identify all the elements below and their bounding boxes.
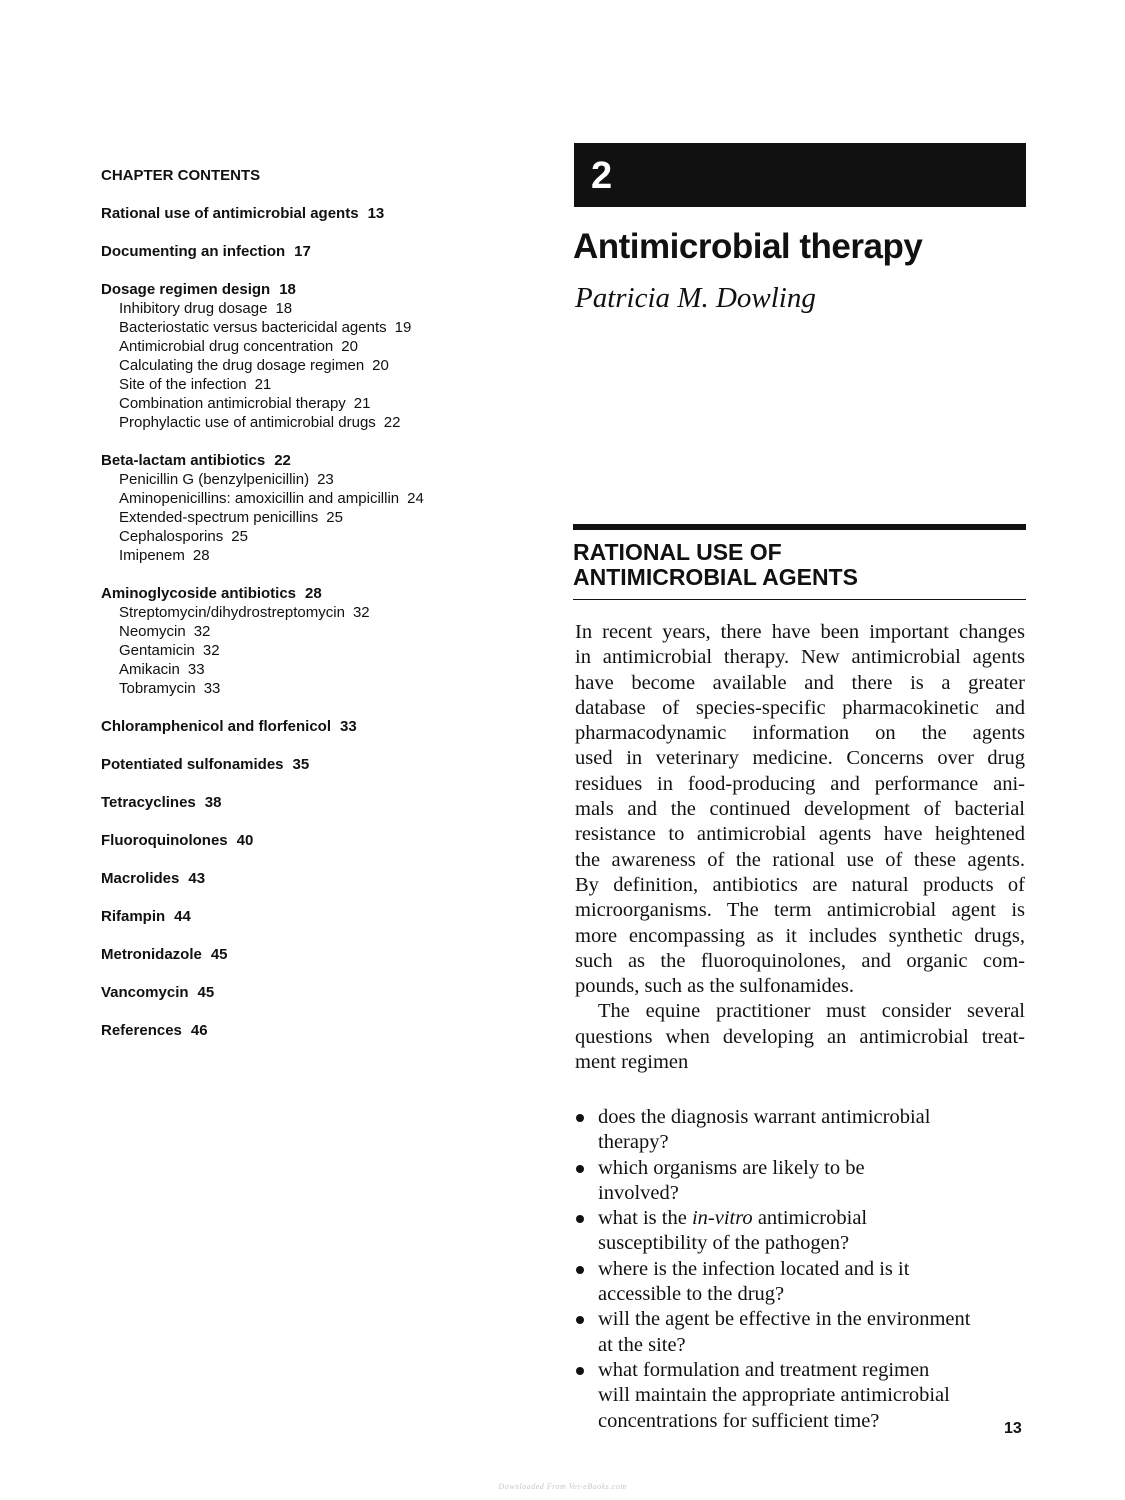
- question-line: [598, 1206, 1025, 1231]
- paragraph-line: in antimicrobial therapy. New antimicrobial agents: [575, 646, 1025, 669]
- toc-entry-page: 17: [294, 243, 311, 260]
- toc-subentry: [101, 375, 501, 394]
- bullet-icon: [576, 1215, 584, 1223]
- toc-subentry: [101, 641, 501, 660]
- question-line: at the site?: [598, 1333, 686, 1356]
- toc-subentry: [101, 337, 501, 356]
- toc-subentry-title: Cephalosporins: [119, 528, 224, 545]
- toc-entry-page: 18: [279, 281, 296, 298]
- body-text: [575, 620, 1025, 1075]
- page-number: 13: [1004, 1420, 1022, 1437]
- toc-entry-title: Chloramphenicol and florfenicol: [101, 718, 332, 735]
- toc-entry: [101, 1021, 501, 1040]
- toc-subentry-title: Neomycin: [119, 623, 186, 640]
- toc-subentry: [101, 508, 501, 527]
- question-line: what formulation and treatment regimen: [598, 1358, 930, 1381]
- toc-subentry-page: 20: [372, 357, 389, 374]
- section-rule-bottom: [573, 599, 1026, 600]
- question-text: what is the: [598, 1207, 692, 1230]
- bullet-icon: [576, 1266, 584, 1274]
- toc-entry: [101, 945, 501, 964]
- toc-subentry: [101, 622, 501, 641]
- toc-subentry: [101, 318, 501, 337]
- toc-entry-page: 22: [274, 452, 291, 469]
- toc-entry: [101, 755, 501, 774]
- section-heading-line: ANTIMICROBIAL AGENTS: [573, 564, 858, 590]
- toc-subentry-page: 19: [394, 319, 412, 336]
- toc-subentry: [101, 470, 501, 489]
- toc-subentry: [101, 603, 501, 622]
- toc-entry-title: Potentiated sulfonamides: [101, 756, 284, 773]
- question-line: does the diagnosis warrant antimicrobial: [598, 1106, 931, 1128]
- toc-entry-title: References: [101, 1022, 182, 1039]
- toc-section: [101, 1021, 501, 1040]
- toc-entry: [101, 831, 501, 850]
- bullet-icon: [576, 1165, 584, 1173]
- toc-subentry-title: Extended-spectrum penicillins: [119, 509, 319, 526]
- toc-subentry-page: 24: [407, 490, 424, 507]
- paragraph-line: microorganisms. The term antimicrobial agent is: [575, 899, 1025, 922]
- question-item: [575, 1257, 1025, 1308]
- toc-heading: CHAPTER CONTENTS: [101, 167, 261, 184]
- chapter-number-bar: [574, 143, 1026, 207]
- toc-entry-page: 45: [210, 946, 228, 963]
- toc-subentry-page: 23: [317, 471, 334, 488]
- toc-entry: [101, 983, 501, 1002]
- toc-section: [101, 755, 501, 774]
- toc-section: [101, 717, 501, 736]
- toc-entry-title: Metronidazole: [101, 946, 202, 963]
- toc-entry-page: 45: [197, 984, 215, 1001]
- paragraph-line: The equine practitioner must consider several: [598, 1000, 1025, 1023]
- paragraph-line: have become available and there is a greater: [575, 671, 1025, 694]
- paragraph-line: By definition, antibiotics are natural products of: [575, 873, 1025, 896]
- question-line: which organisms are likely to be: [598, 1156, 865, 1179]
- watermark: Downloaded From Vet-eBooks.com: [498, 1482, 627, 1491]
- toc-subentry: [101, 413, 501, 432]
- toc-subentry: [101, 679, 501, 698]
- section-heading: [573, 540, 1026, 590]
- paragraph-line: In recent years, there have been important changes: [575, 621, 1025, 643]
- toc-section: [101, 831, 501, 850]
- toc-subentry-page: 25: [326, 509, 343, 526]
- paragraph-line: pounds, such as the sulfonamides.: [575, 975, 854, 998]
- toc-entry-page: 13: [367, 205, 385, 222]
- bullet-icon: [576, 1316, 584, 1324]
- toc-entry: [101, 584, 501, 603]
- paragraph-line: database of species-specific pharmacokinetic and: [575, 696, 1025, 719]
- chapter-author: Patricia M. Dowling: [575, 282, 816, 314]
- toc-entry-title: Documenting an infection: [101, 243, 286, 260]
- toc-subentry-page: 18: [275, 300, 293, 317]
- toc-subentry-title: Tobramycin: [119, 680, 196, 697]
- toc-entry-title: Macrolides: [101, 870, 180, 887]
- paragraph-line: used in veterinary medicine. Concerns over drug: [575, 747, 1025, 770]
- toc-subentry-title: Gentamicin: [119, 642, 195, 659]
- toc-subentry-page: 32: [352, 604, 370, 621]
- paragraph-line: questions when developing an antimicrobial treat-: [575, 1025, 1025, 1048]
- question-line: will the agent be effective in the environment: [598, 1308, 971, 1331]
- toc-subentry-page: 21: [353, 395, 371, 412]
- toc-section: [101, 584, 501, 698]
- section-rule-top: [573, 524, 1026, 530]
- toc-subentry-title: Inhibitory drug dosage: [119, 300, 268, 317]
- question-emphasis: in-vitro: [691, 1207, 753, 1230]
- paragraph-line: resistance to antimicrobial agents have heightened: [575, 823, 1025, 846]
- bullet-icon: [576, 1367, 584, 1375]
- toc-subentry-page: 33: [203, 680, 221, 697]
- toc-section: [101, 451, 501, 565]
- toc-entry-title: Tetracyclines: [101, 794, 196, 811]
- toc-entry-title: Vancomycin: [101, 984, 189, 1001]
- question-line: therapy?: [598, 1131, 669, 1154]
- paragraph-2: [575, 999, 1025, 1075]
- question-text: antimicrobial: [752, 1207, 868, 1230]
- question-line: susceptibility of the pathogen?: [598, 1232, 850, 1255]
- toc-subentry: [101, 356, 501, 375]
- toc-entry: [101, 451, 501, 470]
- paragraph-line: more encompassing as it includes synthetic drugs,: [575, 924, 1025, 947]
- toc-subentry-title: Aminopenicillins: amoxicillin and ampicillin: [119, 490, 400, 507]
- toc-subentry-title: Imipenem: [119, 547, 185, 564]
- toc-subentry-page: 32: [193, 623, 211, 640]
- toc-section: [101, 907, 501, 926]
- toc-entry-page: 28: [305, 585, 322, 602]
- toc-subentry-title: Streptomycin/dihydrostreptomycin: [119, 604, 345, 621]
- toc-subentry: [101, 546, 501, 565]
- toc-subentry: [101, 299, 501, 318]
- question-list: [575, 1105, 1025, 1434]
- toc-subentry-page: 22: [383, 414, 401, 431]
- toc-entry-page: 38: [204, 794, 222, 811]
- question-item: [575, 1206, 1025, 1257]
- toc-section-list: [101, 204, 501, 1040]
- toc-subentry: [101, 489, 501, 508]
- toc-subentry-title: Penicillin G (benzylpenicillin): [119, 471, 310, 488]
- toc-section: [101, 242, 501, 261]
- toc-section: [101, 280, 501, 432]
- toc-subentry-page: 32: [202, 642, 220, 659]
- toc-subentry-title: Calculating the drug dosage regimen: [119, 357, 365, 374]
- toc-subentry-title: Site of the infection: [119, 376, 247, 393]
- toc-entry-page: 44: [174, 908, 191, 925]
- toc-subentry-title: Prophylactic use of antimicrobial drugs: [119, 414, 376, 431]
- bullet-icon: [576, 1114, 584, 1122]
- toc-entry-title: Rational use of antimicrobial agents: [101, 205, 359, 222]
- question-item: [575, 1307, 1025, 1358]
- toc-section: [101, 869, 501, 888]
- toc-subentry: [101, 527, 501, 546]
- toc-subentry-page: 20: [341, 338, 358, 355]
- section-heading-line: RATIONAL USE OF: [573, 539, 782, 565]
- toc-entry-title: Fluoroquinolones: [101, 832, 228, 849]
- toc-subentry-title: Bacteriostatic versus bactericidal agents: [119, 319, 387, 336]
- toc-entry-page: 33: [340, 718, 357, 735]
- toc-subentry-title: Combination antimicrobial therapy: [119, 395, 346, 412]
- toc-subentry-page: 28: [192, 547, 210, 564]
- toc-entry-title: Beta-lactam antibiotics: [101, 452, 266, 469]
- toc-entry-page: 40: [236, 832, 254, 849]
- question-item: [575, 1156, 1025, 1207]
- question-line: will maintain the appropriate antimicrobial: [598, 1384, 950, 1407]
- toc-subentry-title: Antimicrobial drug concentration: [119, 338, 334, 355]
- toc-subentry-title: Amikacin: [119, 661, 180, 678]
- toc-entry-title: Rifampin: [101, 908, 166, 925]
- toc-section: [101, 204, 501, 223]
- toc-entry: [101, 280, 501, 299]
- toc-subentry: [101, 394, 501, 413]
- question-line: accessible to the drug?: [598, 1283, 785, 1306]
- chapter-number: 2: [591, 155, 613, 197]
- question-item: [575, 1358, 1025, 1434]
- toc-entry: [101, 907, 501, 926]
- paragraph-line: pharmacodynamic information on the agents: [575, 722, 1025, 745]
- toc-section: [101, 945, 501, 964]
- toc-entry: [101, 204, 501, 223]
- toc-entry: [101, 869, 501, 888]
- question-line: concentrations for sufficient time?: [598, 1409, 880, 1432]
- toc-section: [101, 983, 501, 1002]
- toc-entry: [101, 793, 501, 812]
- toc-section: [101, 793, 501, 812]
- chapter-title: Antimicrobial therapy: [573, 227, 923, 266]
- toc-subentry-page: 21: [254, 376, 272, 393]
- toc-entry-page: 46: [190, 1022, 208, 1039]
- paragraph-line: residues in food-producing and performance ani-: [575, 772, 1025, 795]
- toc-entry-page: 43: [188, 870, 206, 887]
- question-line: involved?: [598, 1181, 679, 1204]
- paragraph-1: [575, 620, 1025, 999]
- question-item: [575, 1105, 1025, 1156]
- toc-entry-page: 35: [292, 756, 310, 773]
- paragraph-line: mals and the continued development of bacterial: [575, 798, 1025, 821]
- paragraph-line: the awareness of the rational use of these agents.: [575, 848, 1025, 871]
- paragraph-line: such as the fluoroquinolones, and organic com-: [575, 949, 1025, 972]
- toc-subentry-page: 33: [187, 661, 205, 678]
- toc-entry: [101, 717, 501, 736]
- toc-entry-title: Aminoglycoside antibiotics: [101, 585, 297, 602]
- toc-entry-title: Dosage regimen design: [101, 281, 271, 298]
- toc-subentry-page: 25: [231, 528, 248, 545]
- question-line: where is the infection located and is it: [598, 1257, 910, 1280]
- toc-subentry: [101, 660, 501, 679]
- toc-entry: [101, 242, 501, 261]
- chapter-contents: [101, 166, 501, 1059]
- paragraph-line: ment regimen: [575, 1051, 689, 1074]
